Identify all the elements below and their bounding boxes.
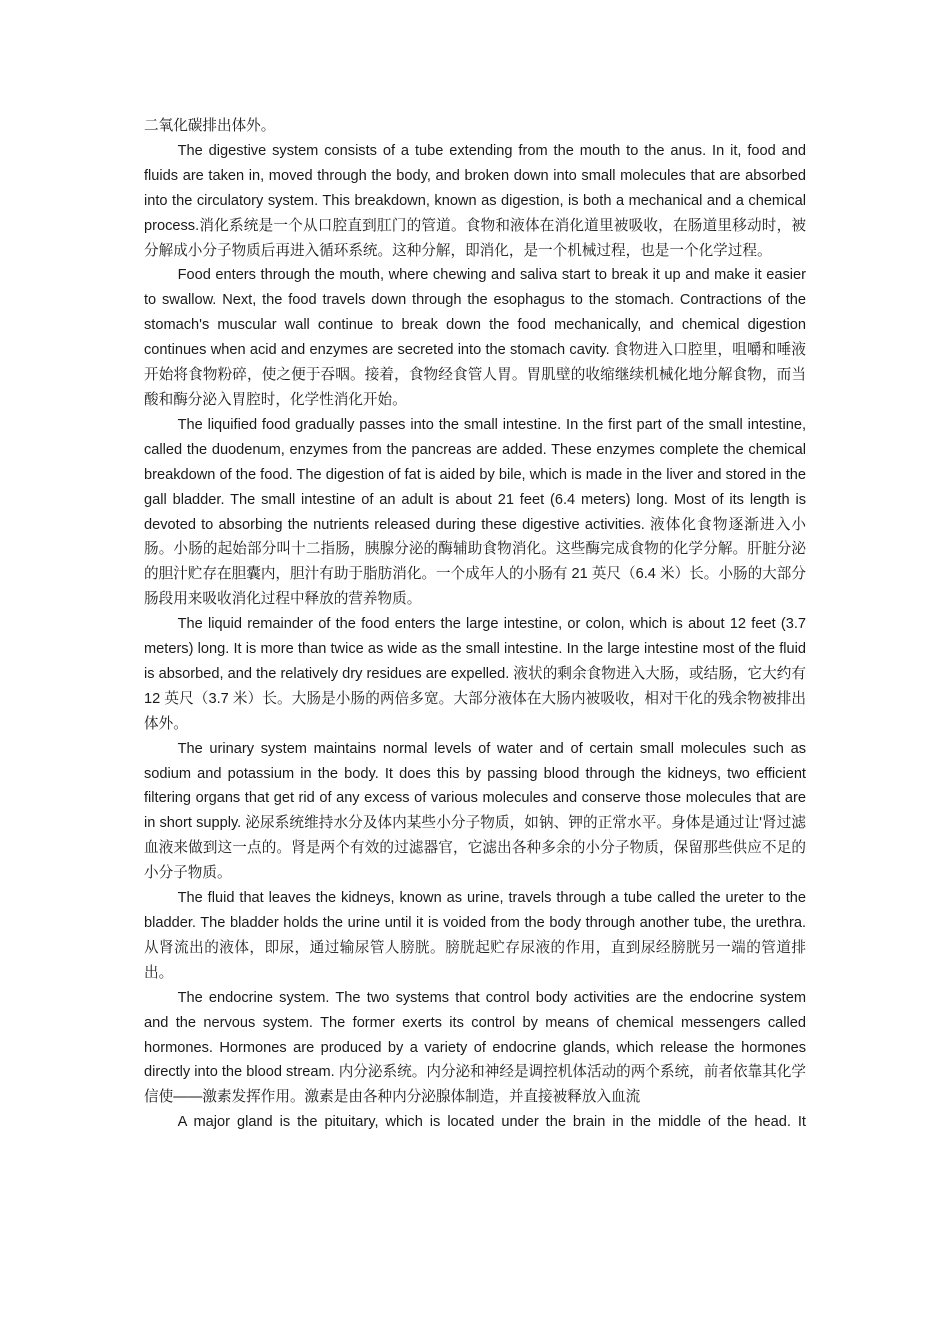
document-page [144, 114, 806, 1135]
paragraph-endocrine-system: The endocrine system. The two systems that control body activities are the endocrine system and the nervous system. The former exerts its control by means of chemical messengers called hormones. Hormones are produced by a variety of endocrine glands, which release the hormones directly into the blood stream. 内分泌系统。内分泌和神经是调控机体活动的两个系统，前者依靠其化学信使——激素发挥作用。激素是由各种内分泌腺体制造，并直接被释放入血流 [144, 989, 806, 1106]
paragraph-urine-bladder: The fluid that leaves the kidneys, known as urine, travels through a tube called the ureter to the bladder. The bladder holds the urine until it is voided from the body through another tube, the urethra. 从肾流出的液体，即尿，通过输尿管人膀胱。膀胱起贮存尿液的作用，直到尿经膀胱另一端的管道排出。 [144, 890, 806, 981]
paragraph-digestive-system: The digestive system consists of a tube extending from the mouth to the anus. In it, food and fluids are taken in, moved through the body, and broken down into small molecules that are absorbed into the circulatory system. This breakdown, known as digestion, is both a mechanical and a chemical process.消化系统是一个从口腔直到肛门的管道。食物和液体在消化道里被吸收，在肠道里移动时，被分解成小分子物质后再进入循环系统。这种分解，即消化，是一个机械过程，也是一个化学过程。 [144, 142, 806, 259]
paragraph-small-intestine: The liquified food gradually passes into the small intestine. In the first part of the small intestine, called the duodenum, enzymes from the pancreas are added. These enzymes complete the chemical breakdown of the food. The digestion of fat is aided by bile, which is made in the liver and stored in the gall bladder. The small intestine of an adult is about 21 feet (6.4 meters) long. Most of its length is devoted to absorbing the nutrients released during these digestive activities. 液体化食物逐渐进入小肠。小肠的起始部分叫十二指肠，胰腺分泌的酶辅助食物消化。这些酶完成食物的化学分解。肝脏分泌的胆汁贮存在胆囊内，胆汁有助于脂肪消化。一个成年人的小肠有 21 英尺（6.4 米）长。小肠的大部分肠段用来吸收消化过程中释放的营养物质。 [144, 416, 806, 608]
paragraph-pituitary: A major gland is the pituitary, which is located under the brain in the middle of the head. It [177, 1114, 806, 1131]
paragraph-urinary-system: The urinary system maintains normal levels of water and of certain small molecules such as sodium and potassium in the body. It does this by passing blood through the kidneys, two efficient filtering organs that get rid of any excess of various molecules and conserve those molecules that are in short supply. 泌尿系统维持水分及体内某些小分子物质，如钠、钾的正常水平。身体是通过让'肾过滤血液来做到这一点的。肾是两个有效的过滤器官，它滤出各种多余的小分子物质，保留那些供应不足的小分子物质。 [144, 740, 806, 882]
paragraph-large-intestine: The liquid remainder of the food enters the large intestine, or colon, which is about 12 feet (3.7 meters) long. It is more than twice as wide as the small intestine. In the large intestine most of the fluid is absorbed, and the relatively dry residues are expelled. 液状的剩余食物进入大肠，或结肠，它大约有 12 英尺（3.7 米）长。大肠是小肠的两倍多宽。大部分液体在大肠内被吸收，相对干化的残余物被排出体外。 [144, 616, 806, 732]
paragraph-mouth-stomach: Food enters through the mouth, where chewing and saliva start to break it up and make it easier to swallow. Next, the food travels down through the esophagus to the stomach. Contractions of the stomach's muscular wall continue to break down the food mechanically, and chemical digestion continues when acid and enzymes are secreted into the stomach cavity. 食物进入口腔里，咀嚼和唾液开始将食物粉碎，使之便于吞咽。接着，食物经食管人胃。胃肌壁的收缩继续机械化地分解食物，而当酸和酶分泌入胃腔时，化学性消化开始。 [144, 267, 806, 408]
paragraph-co2-continuation: 二氧化碳排出体外。 [144, 118, 276, 134]
